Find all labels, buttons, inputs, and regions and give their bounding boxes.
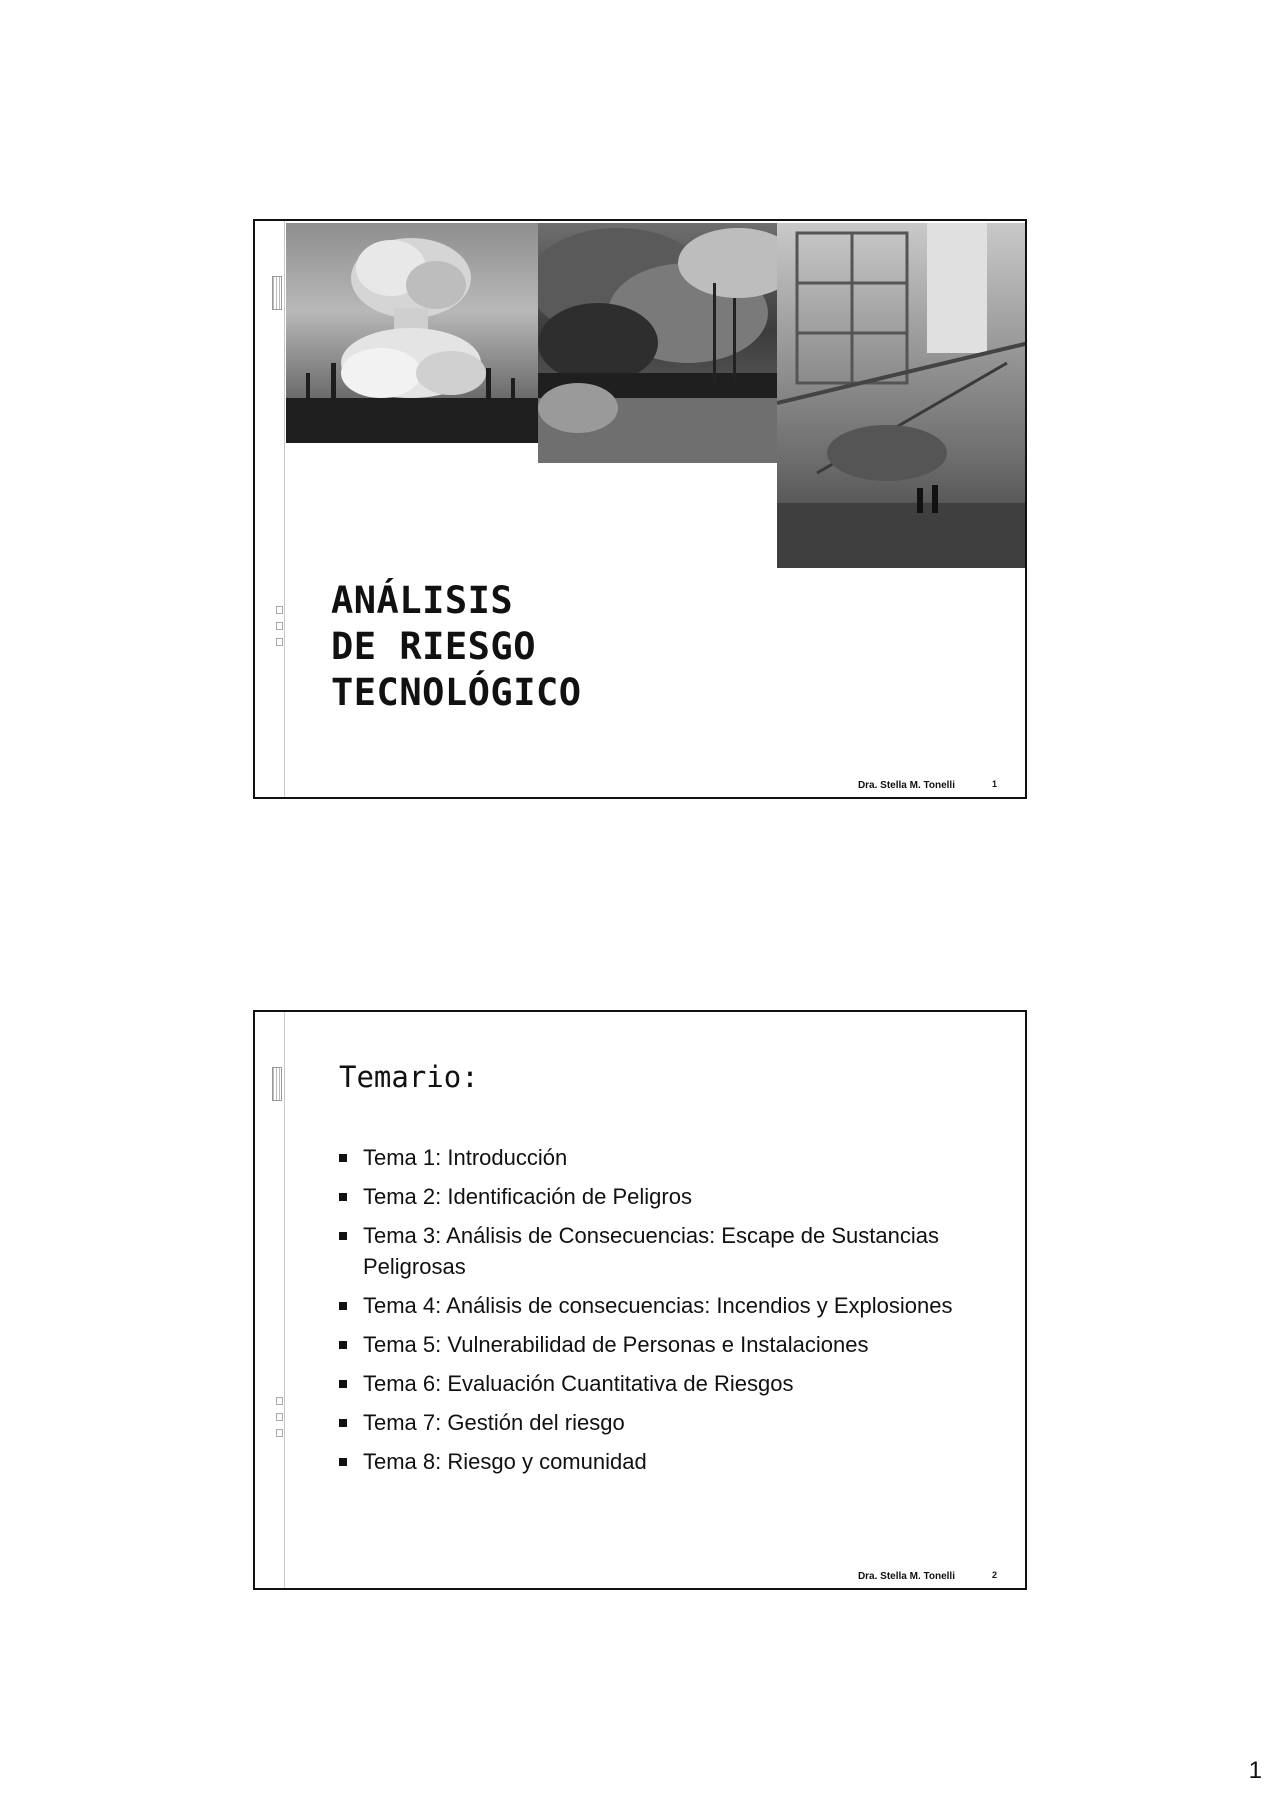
topic-item: Tema 5: Vulnerabilidad de Personas e Instalaciones [335,1329,985,1360]
explosion-cloud-photo [286,223,539,443]
title-line-2: DE RIESGO [331,625,536,668]
slide-1-footer-author: Dra. Stella M. Tonelli [857,780,955,791]
slide-1-title [331,578,582,716]
page-number: 1 [1248,1757,1262,1784]
topic-list [335,1142,985,1485]
title-line-3: TECNOLÓGICO [331,671,582,714]
slide-1-footer-number: 1 [991,779,997,789]
slide-edge-ticks [276,1397,282,1457]
slide-edge-ticks [276,606,282,666]
topic-item: Tema 2: Identificación de Peligros [335,1181,985,1212]
topic-item: Tema 8: Riesgo y comunidad [335,1446,985,1477]
topic-item: Tema 3: Análisis de Consecuencias: Escape de Sustancias Peligrosas [335,1220,985,1282]
industrial-fire-smoke-photo [538,223,778,463]
slide-edge-tab [272,1067,282,1101]
slide-left-rule [284,221,285,797]
topic-item: Tema 1: Introducción [335,1142,985,1173]
slide-2-footer-number: 2 [991,1570,997,1580]
title-line-1: ANÁLISIS [331,579,514,622]
topic-item: Tema 7: Gestión del riesgo [335,1407,985,1438]
topic-item: Tema 4: Análisis de consecuencias: Incendios y Explosiones [335,1290,985,1321]
slide-2 [253,1010,1027,1590]
slide-2-footer-author: Dra. Stella M. Tonelli [857,1571,955,1582]
slide-2-title: Temario: [339,1060,479,1094]
slide-1 [253,219,1027,799]
topic-item: Tema 6: Evaluación Cuantitativa de Riesgos [335,1368,985,1399]
slide-edge-tab [272,276,282,310]
slide-left-rule [284,1012,285,1588]
collapsed-plant-structure-photo [777,223,1027,568]
